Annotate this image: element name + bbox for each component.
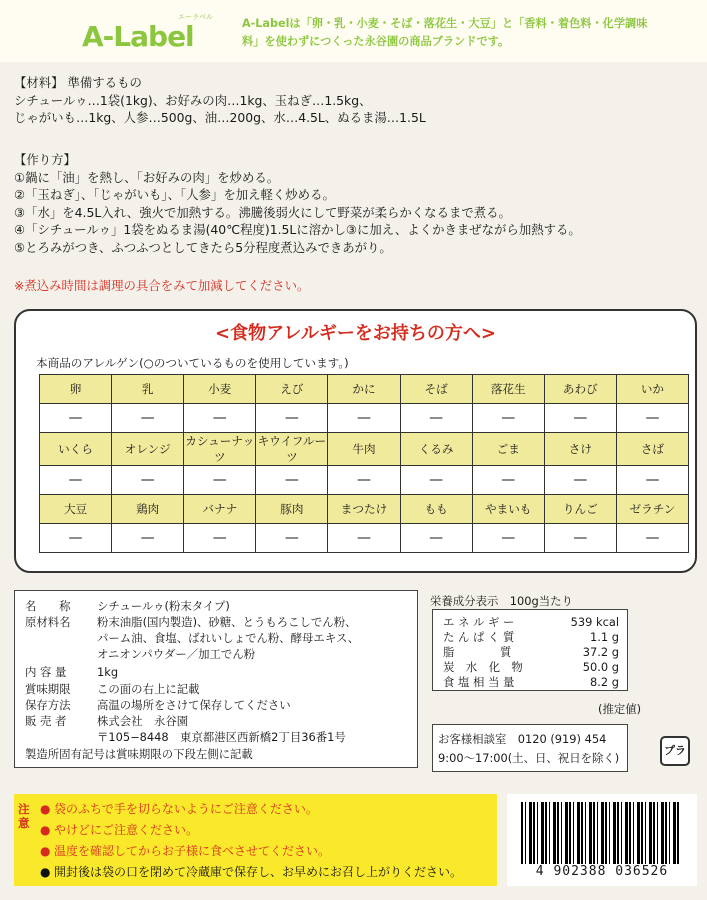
caution-line: ● 開封後は袋の口を閉めて冷蔵庫で保存し、お早めにお召し上がりください。 — [40, 865, 463, 879]
label-row: パーム油、食塩、ばれいしょでん粉、酵母エキス、 — [97, 631, 360, 645]
method-section — [14, 151, 581, 256]
allergen-mark: — — [472, 524, 544, 553]
brand-logo-ruby: エーラベル — [178, 13, 213, 21]
allergen-name: ごま — [472, 433, 544, 466]
nutrition-row: 炭 水 化 物 50.0 g — [443, 660, 619, 674]
allergen-name: カシューナッツ — [185, 434, 255, 464]
allergen-name: あわび — [544, 375, 616, 404]
brand-logo: A-Label — [82, 20, 194, 53]
allergen-name: そば — [400, 375, 472, 404]
recycle-pla-icon: プラ — [660, 736, 690, 766]
allergen-name: りんご — [544, 495, 616, 524]
label-row: 内 容 量 1kg — [25, 665, 119, 679]
allergen-mark: — — [400, 404, 472, 433]
allergen-mark: — — [544, 404, 616, 433]
allergen-name: オレンジ — [112, 433, 184, 466]
allergen-mark: — — [328, 466, 400, 495]
barcode-bars — [521, 802, 681, 864]
allergen-mark: — — [544, 524, 616, 553]
ingredients-heading: 【材料】 準備するもの — [14, 75, 142, 90]
allergen-name: やまいも — [472, 495, 544, 524]
barcode-number: 4 902388 036526 — [535, 864, 669, 879]
allergen-mark: — — [256, 404, 328, 433]
allergen-mark: — — [184, 524, 256, 553]
label-row: 〒105−8448 東京都港区西新橋2丁目36番1号 — [97, 730, 346, 744]
label-row: 賞味期限 この面の右上に記載 — [25, 682, 200, 696]
allergen-name: さば — [616, 433, 688, 466]
allergen-mark: — — [40, 466, 112, 495]
caution-tag-char: 意 — [18, 816, 30, 830]
allergen-mark: — — [184, 466, 256, 495]
allergen-name: 小麦 — [184, 375, 256, 404]
label-row: 販 売 者 株式会社 永谷園 — [25, 714, 189, 728]
brand-description: A-Labelは「卵・乳・小麦・そば・落花生・大豆」と「香料・着色料・化学調味料」を使わずにつくった永谷園の商品ブランドです。 — [242, 17, 648, 48]
allergen-name: 牛肉 — [328, 433, 400, 466]
allergen-name: ゼラチン — [616, 495, 688, 524]
allergen-mark: — — [616, 466, 688, 495]
factory-code-note: 製造所固有記号は賞味期限の下段左側に記載 — [25, 747, 253, 761]
label-row: 保存方法 高温の場所をさけて保存してください — [25, 698, 291, 712]
method-heading: 【作り方】 — [14, 152, 76, 167]
customer-service-box — [432, 724, 628, 772]
nutrition-row: た ん ぱ く 質 1.1 g — [443, 630, 619, 644]
nutrition-row: 食 塩 相 当 量 8.2 g — [443, 675, 619, 689]
label-row: 原材料名 粉末油脂(国内製造)、砂糖、とうもろこしでん粉、 — [25, 615, 357, 629]
nutrition-title: 栄養成分表示 100g当たり — [430, 594, 573, 608]
allergy-subtitle: 本商品のアレルゲン(○のついているものを使用しています。) — [36, 356, 349, 370]
method-step: ⑤とろみがつき、ふつふつとしてきたら5分程度煮込みできあがり。 — [14, 239, 392, 255]
allergen-mark: — — [472, 466, 544, 495]
allergen-name: 乳 — [112, 375, 184, 404]
allergen-name: かに — [328, 375, 400, 404]
allergen-mark: — — [40, 524, 112, 553]
label-row: オニオンパウダー／加工でん粉 — [97, 647, 256, 661]
allergy-title: <食物アレルギーをお持ちの方へ> — [215, 323, 496, 344]
allergen-mark: — — [112, 466, 184, 495]
cooking-warning: ※煮込み時間は調理の具合をみて加減してください。 — [14, 278, 310, 293]
allergen-mark: — — [328, 524, 400, 553]
allergen-mark: — — [112, 524, 184, 553]
caution-box — [14, 794, 497, 886]
nutrition-estimate-note: (推定値) — [598, 702, 642, 716]
allergen-table — [39, 374, 689, 553]
ingredients-line: じゃがいも…1kg、人参…500g、油…200g、水…4.5L、ぬるま湯…1.5L — [14, 110, 426, 125]
allergen-mark: — — [328, 404, 400, 433]
allergen-mark: — — [616, 524, 688, 553]
allergen-mark: — — [184, 404, 256, 433]
barcode — [507, 794, 697, 886]
allergen-name: えび — [256, 375, 328, 404]
caution-tag-char: 注 — [18, 802, 30, 816]
customer-service-hours: 9:00〜17:00(土、日、祝日を除く) — [438, 751, 620, 765]
allergen-mark: — — [472, 404, 544, 433]
allergen-name: いくら — [40, 433, 112, 466]
allergen-name: もも — [400, 495, 472, 524]
allergen-mark: — — [616, 404, 688, 433]
label-row: 名 称 シチュールゥ(粉末タイプ) — [25, 599, 230, 613]
nutrition-row: 脂 質 37.2 g — [443, 645, 619, 659]
caution-line: ● 温度を確認してからお子様に食べさせてください。 — [40, 844, 331, 858]
allergen-name: さけ — [544, 433, 616, 466]
allergen-mark: — — [112, 404, 184, 433]
allergen-name: キウイフルーツ — [257, 434, 327, 464]
allergen-name: 落花生 — [472, 375, 544, 404]
allergen-name: バナナ — [184, 495, 256, 524]
allergen-name: くるみ — [400, 433, 472, 466]
allergen-name: まつたけ — [328, 495, 400, 524]
caution-tag — [18, 802, 36, 872]
product-label — [14, 590, 418, 768]
method-step: ③「水」を4.5L入れ、強火で加熱する。沸騰後弱火にして野菜が柔らかくなるまで煮る。 — [14, 204, 511, 220]
allergen-mark: — — [544, 466, 616, 495]
nutrition-table — [432, 609, 628, 691]
allergen-mark: — — [40, 404, 112, 433]
caution-line: ● やけどにご注意ください。 — [40, 823, 199, 837]
allergen-mark: — — [400, 466, 472, 495]
allergen-mark: — — [256, 466, 328, 495]
allergen-mark: — — [256, 524, 328, 553]
ingredients-line: シチュールゥ…1袋(1kg)、お好みの肉…1kg、玉ねぎ…1.5kg、 — [14, 92, 372, 108]
allergen-name: 卵 — [40, 375, 112, 404]
allergy-panel — [14, 309, 697, 573]
allergen-name: 豚肉 — [256, 495, 328, 524]
allergen-name: 大豆 — [40, 495, 112, 524]
allergen-name: 鶏肉 — [112, 495, 184, 524]
caution-line: ● 袋のふちで手を切らないようにご注意ください。 — [40, 802, 318, 816]
method-step: ②「玉ねぎ」、「じゃがいも」、「人参」を加え軽く炒める。 — [14, 187, 335, 202]
allergen-name: いか — [616, 375, 688, 404]
nutrition-row: エ ネ ル ギ ー 539 kcal — [443, 615, 619, 629]
customer-service-phone: お客様相談室 0120 (919) 454 — [438, 732, 607, 746]
ingredients-section — [14, 74, 426, 127]
method-step: ①鍋に「油」を熱し、「お好みの肉」を炒める。 — [14, 169, 280, 185]
method-step: ④「シチュールゥ」1袋をぬるま湯(40℃程度)1.5Lに溶かし③に加え、よくかきまぜながら加熱する。 — [14, 222, 581, 237]
allergen-mark: — — [400, 524, 472, 553]
